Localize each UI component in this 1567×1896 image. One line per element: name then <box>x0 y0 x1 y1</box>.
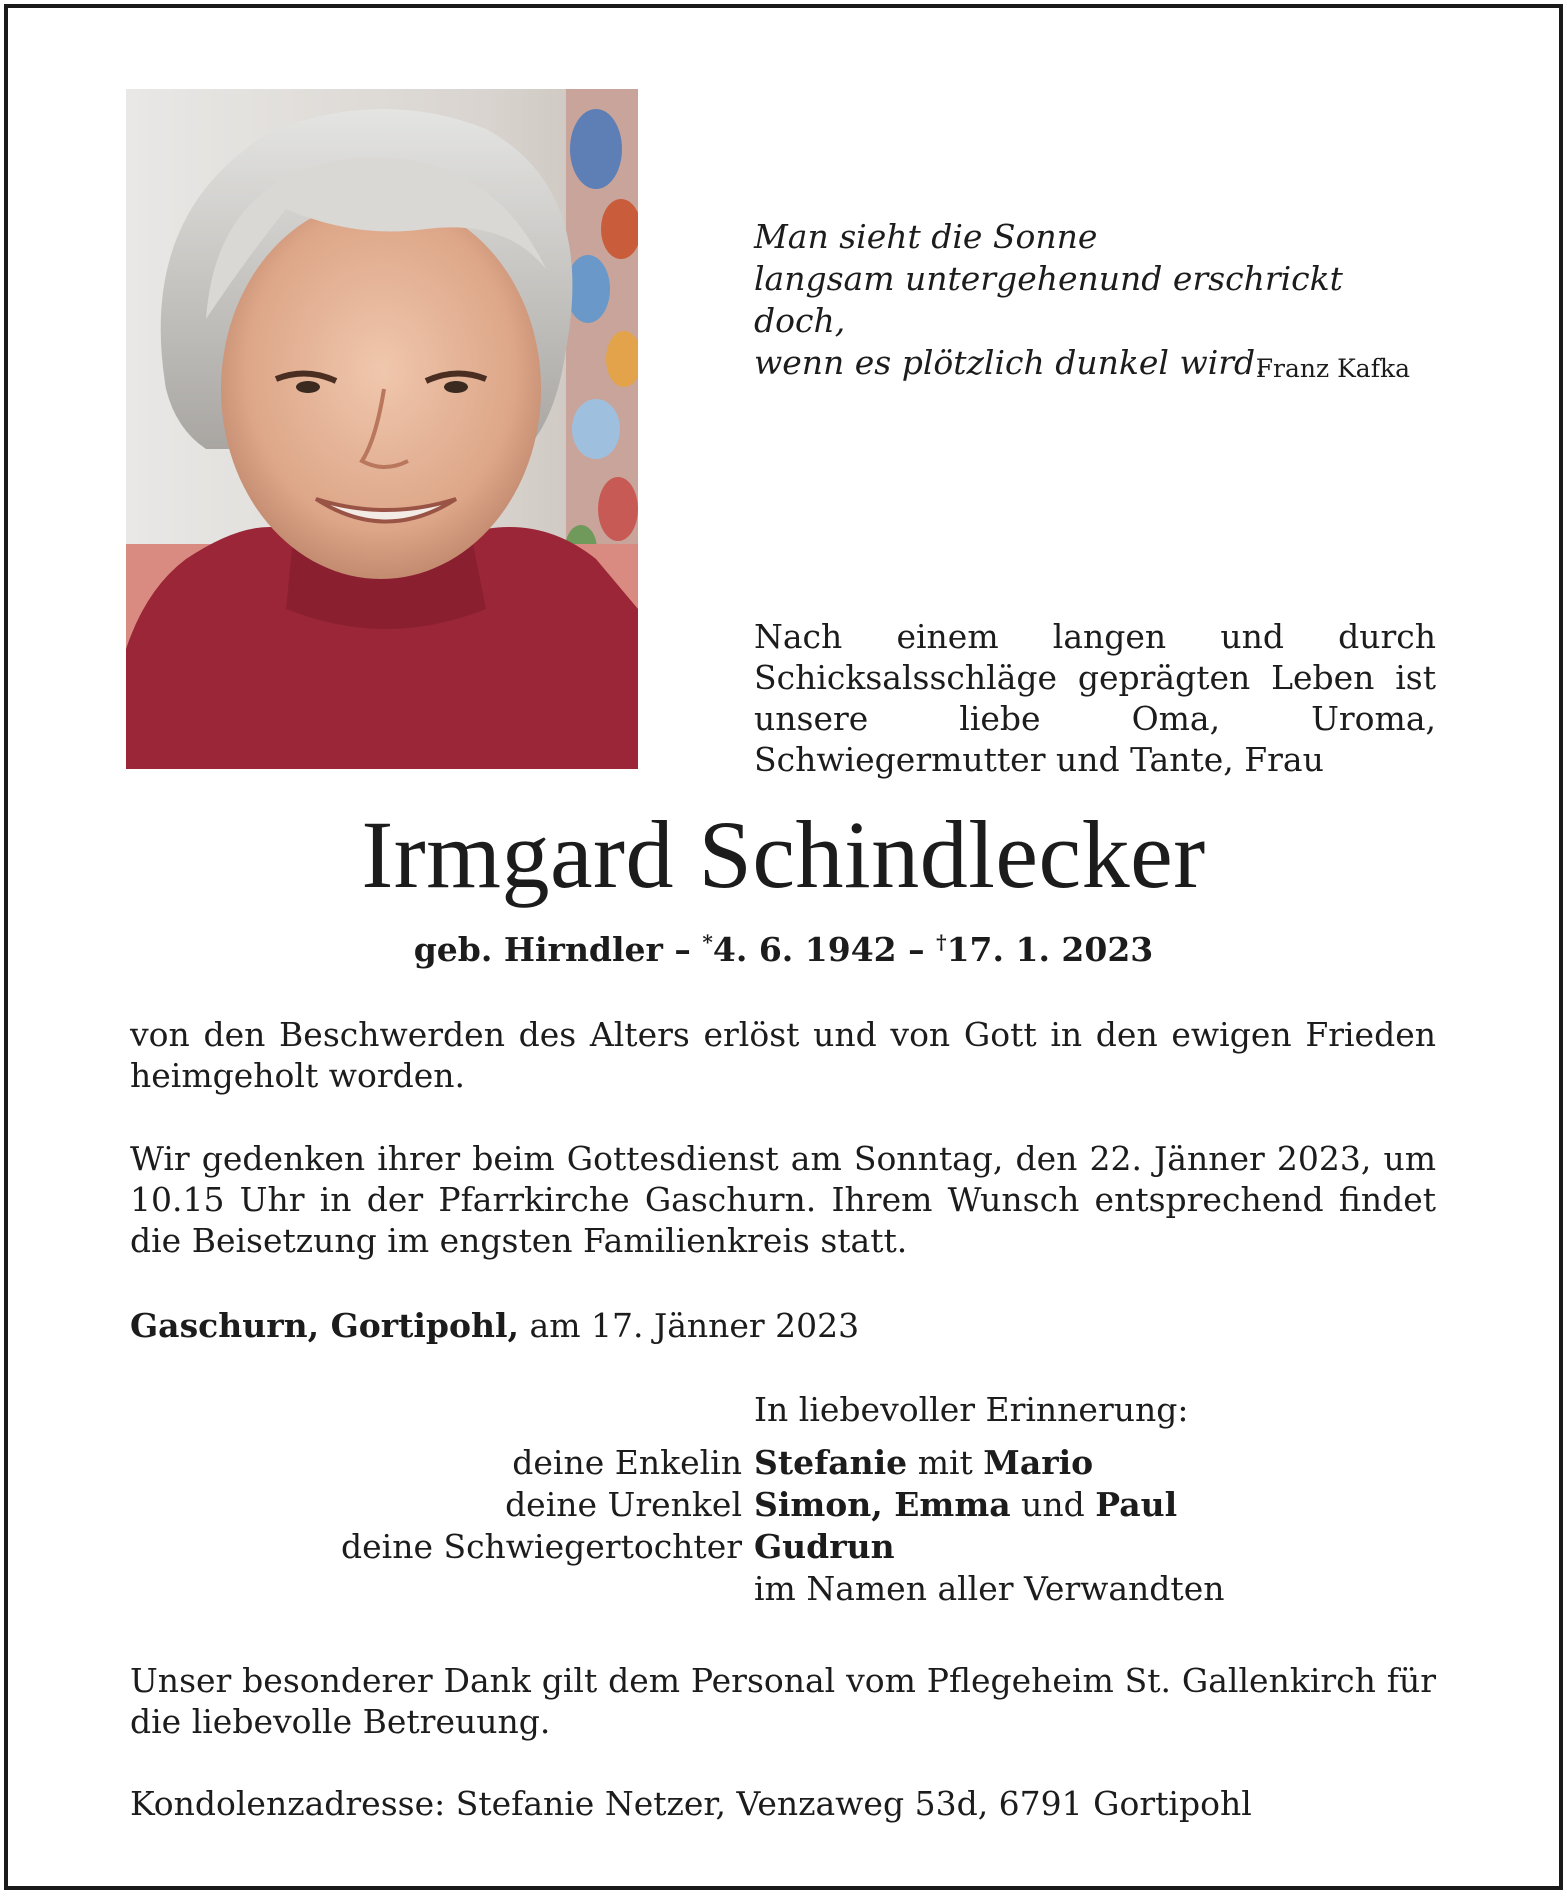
condolence-address: Kondolenzadresse: Stefanie Netzer, Venzaweg 53d, 6791 Gortipohl <box>130 1784 1252 1823</box>
died-date: 17. 1. 2023 <box>946 930 1154 969</box>
family-names <box>754 1526 895 1568</box>
place-date <box>130 1306 859 1345</box>
intro-text: Nach einem langen und durch Schicksalsschläge geprägten Leben ist unsere liebe Oma, Uroma, Schwiegermutter und Tante, Frau <box>754 617 1436 779</box>
place-date-text: am 17. Jänner 2023 <box>529 1306 860 1345</box>
birth-death-dates: geb. Hirndler – *4. 6. 1942 – †17. 1. 2023 <box>413 930 1154 969</box>
family-names <box>754 1484 1177 1526</box>
born-symbol: * <box>702 930 713 954</box>
family-row <box>230 1442 1330 1484</box>
birth-name: geb. Hirndler <box>413 930 663 969</box>
paragraph-released: von den Beschwerden des Alters erlöst und von Gott in den ewigen Frieden heimgeholt worden. <box>130 1015 1436 1095</box>
family-name: Simon, Emma <box>754 1485 1011 1524</box>
family-relation: deine Enkelin <box>512 1443 742 1482</box>
quote-line: Man sieht die Sonne <box>754 217 1098 256</box>
family-name: Stefanie <box>754 1443 908 1482</box>
family-row <box>230 1484 1330 1526</box>
born-date: 4. 6. 1942 <box>712 930 897 969</box>
family-joiner: mit <box>917 1443 973 1482</box>
family-joiner: und <box>1021 1485 1085 1524</box>
family-signoff: im Namen aller Verwandten <box>754 1569 1225 1608</box>
family-list <box>230 1442 1330 1610</box>
died-symbol: † <box>936 930 947 954</box>
family-name: Gudrun <box>754 1527 895 1566</box>
portrait-photo <box>126 89 638 769</box>
memory-heading: In liebevoller Erinnerung: <box>754 1390 1189 1429</box>
quote-author: Franz Kafka <box>1255 354 1410 383</box>
family-relation: deine Schwiegertochter <box>340 1527 742 1566</box>
family-names <box>754 1442 1093 1484</box>
family-name: Paul <box>1095 1485 1178 1524</box>
place-name: Gaschurn, Gortipohl, <box>130 1306 520 1345</box>
family-relation: deine Urenkel <box>505 1485 742 1524</box>
family-row <box>230 1568 1330 1610</box>
paragraph-thanks: Unser besonderer Dank gilt dem Personal vom Pflegeheim St. Gallenkirch für die liebevolle Betreuung. <box>130 1661 1436 1741</box>
quote-line: wenn es plötzlich dunkel wird. <box>754 343 1266 382</box>
deceased-name: Irmgard Schindlecker <box>361 801 1206 908</box>
family-row <box>230 1526 1330 1568</box>
quote-line: langsam untergehenund erschrickt doch, <box>754 259 1343 340</box>
paragraph-service: Wir gedenken ihrer beim Gottesdienst am Sonntag, den 22. Jänner 2023, um 10.15 Uhr in der Pfarrkirche Gaschurn. Ihrem Wunsch entsprechend findet die Beisetzung im engsten Familienkreis statt. <box>130 1139 1436 1260</box>
family-name: Mario <box>983 1443 1094 1482</box>
